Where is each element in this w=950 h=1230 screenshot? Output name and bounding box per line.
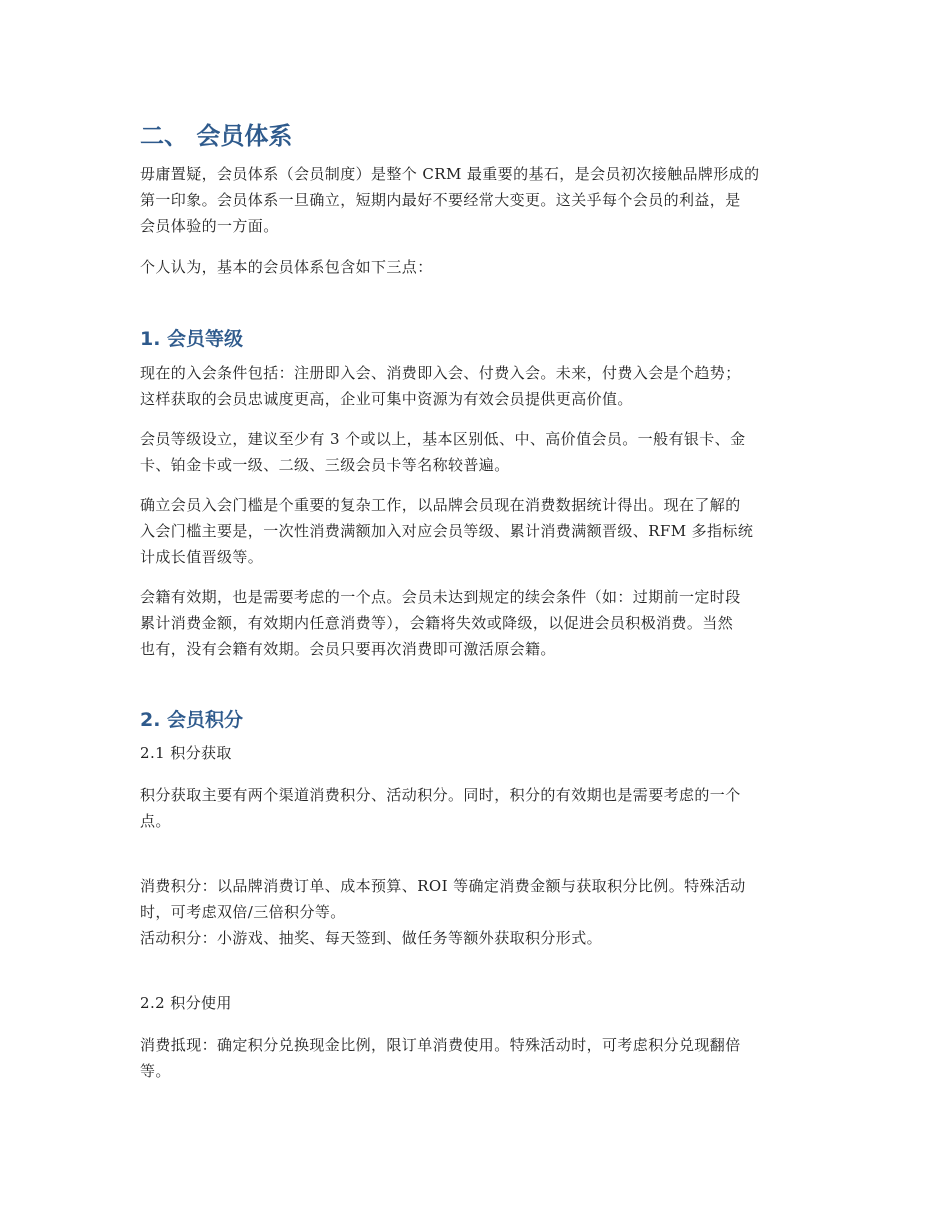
section-title: 二、 会员体系	[140, 122, 293, 150]
levels-paragraph-2	[140, 426, 810, 478]
text-line: 时，可考虑双倍/三倍积分等。	[140, 903, 346, 921]
text-line: 卡、铂金卡或一级、二级、三级会员卡等名称较普遍。	[140, 456, 510, 474]
text-line: 也有，没有会籍有效期。会员只要再次消费即可激活原会籍。	[140, 640, 556, 658]
text-line: 第一印象。会员体系一旦确立，短期内最好不要经常大变更。这关乎每个会员的利益，是	[140, 191, 741, 209]
points-usage-paragraph	[140, 1032, 810, 1084]
text-line: 会籍有效期，也是需要考虑的一个点。会员未达到规定的续会条件（如：过期前一定时段	[140, 588, 741, 606]
intro-paragraph	[140, 161, 810, 239]
member-points-heading: 2. 会员积分	[140, 709, 244, 731]
text-line: 2.1 积分获取	[140, 744, 232, 762]
text-line: 等。	[140, 1062, 171, 1080]
text-line: 这样获取的会员忠诚度更高，企业可集中资源为有效会员提供更高价值。	[140, 390, 633, 408]
text-line: 会员等级设立，建议至少有 3 个或以上，基本区别低、中、高价值会员。一般有银卡、金	[140, 430, 746, 448]
text-line: 2.2 积分使用	[140, 994, 232, 1012]
text-line: 个人认为，基本的会员体系包含如下三点：	[140, 258, 433, 276]
text-line: 消费抵现：确定积分兑换现金比例，限订单消费使用。特殊活动时，可考虑积分兑现翻倍	[140, 1036, 741, 1054]
levels-paragraph-3	[140, 492, 810, 570]
text-line: 入会门槛主要是，一次性消费满额加入对应会员等级、累计消费满额晋级、RFM 多指标统	[140, 522, 754, 540]
points-acquire-paragraph	[140, 782, 810, 834]
text-line: 积分获取主要有两个渠道消费积分、活动积分。同时，积分的有效期也是需要考虑的一个	[140, 786, 741, 804]
text-line: 点。	[140, 812, 171, 830]
levels-paragraph-4	[140, 584, 810, 662]
text-line: 计成长值晋级等。	[140, 548, 264, 566]
text-line: 确立会员入会门槛是个重要的复杂工作，以品牌会员现在消费数据统计得出。现在了解的	[140, 496, 741, 514]
text-line: 毋庸置疑，会员体系（会员制度）是整个 CRM 最重要的基石，是会员初次接触品牌形成的	[140, 165, 760, 183]
text-line: 消费积分：以品牌消费订单、成本预算、ROI 等确定消费金额与获取积分比例。特殊活动	[140, 877, 746, 895]
points-acquire-subheading	[140, 740, 810, 766]
text-line: 会员体验的一方面。	[140, 217, 279, 235]
text-line: 累计消费金额，有效期内任意消费等），会籍将失效或降级，以促进会员积极消费。当然	[140, 614, 734, 632]
levels-paragraph-1	[140, 360, 810, 412]
points-channels-paragraph	[140, 873, 810, 951]
lead-paragraph	[140, 254, 810, 280]
points-usage-subheading	[140, 990, 810, 1016]
text-line: 现在的入会条件包括：注册即入会、消费即入会、付费入会。未来，付费入会是个趋势；	[140, 364, 741, 382]
text-line: 活动积分：小游戏、抽奖、每天签到、做任务等额外获取积分形式。	[140, 929, 603, 947]
member-levels-heading: 1. 会员等级	[140, 328, 244, 350]
